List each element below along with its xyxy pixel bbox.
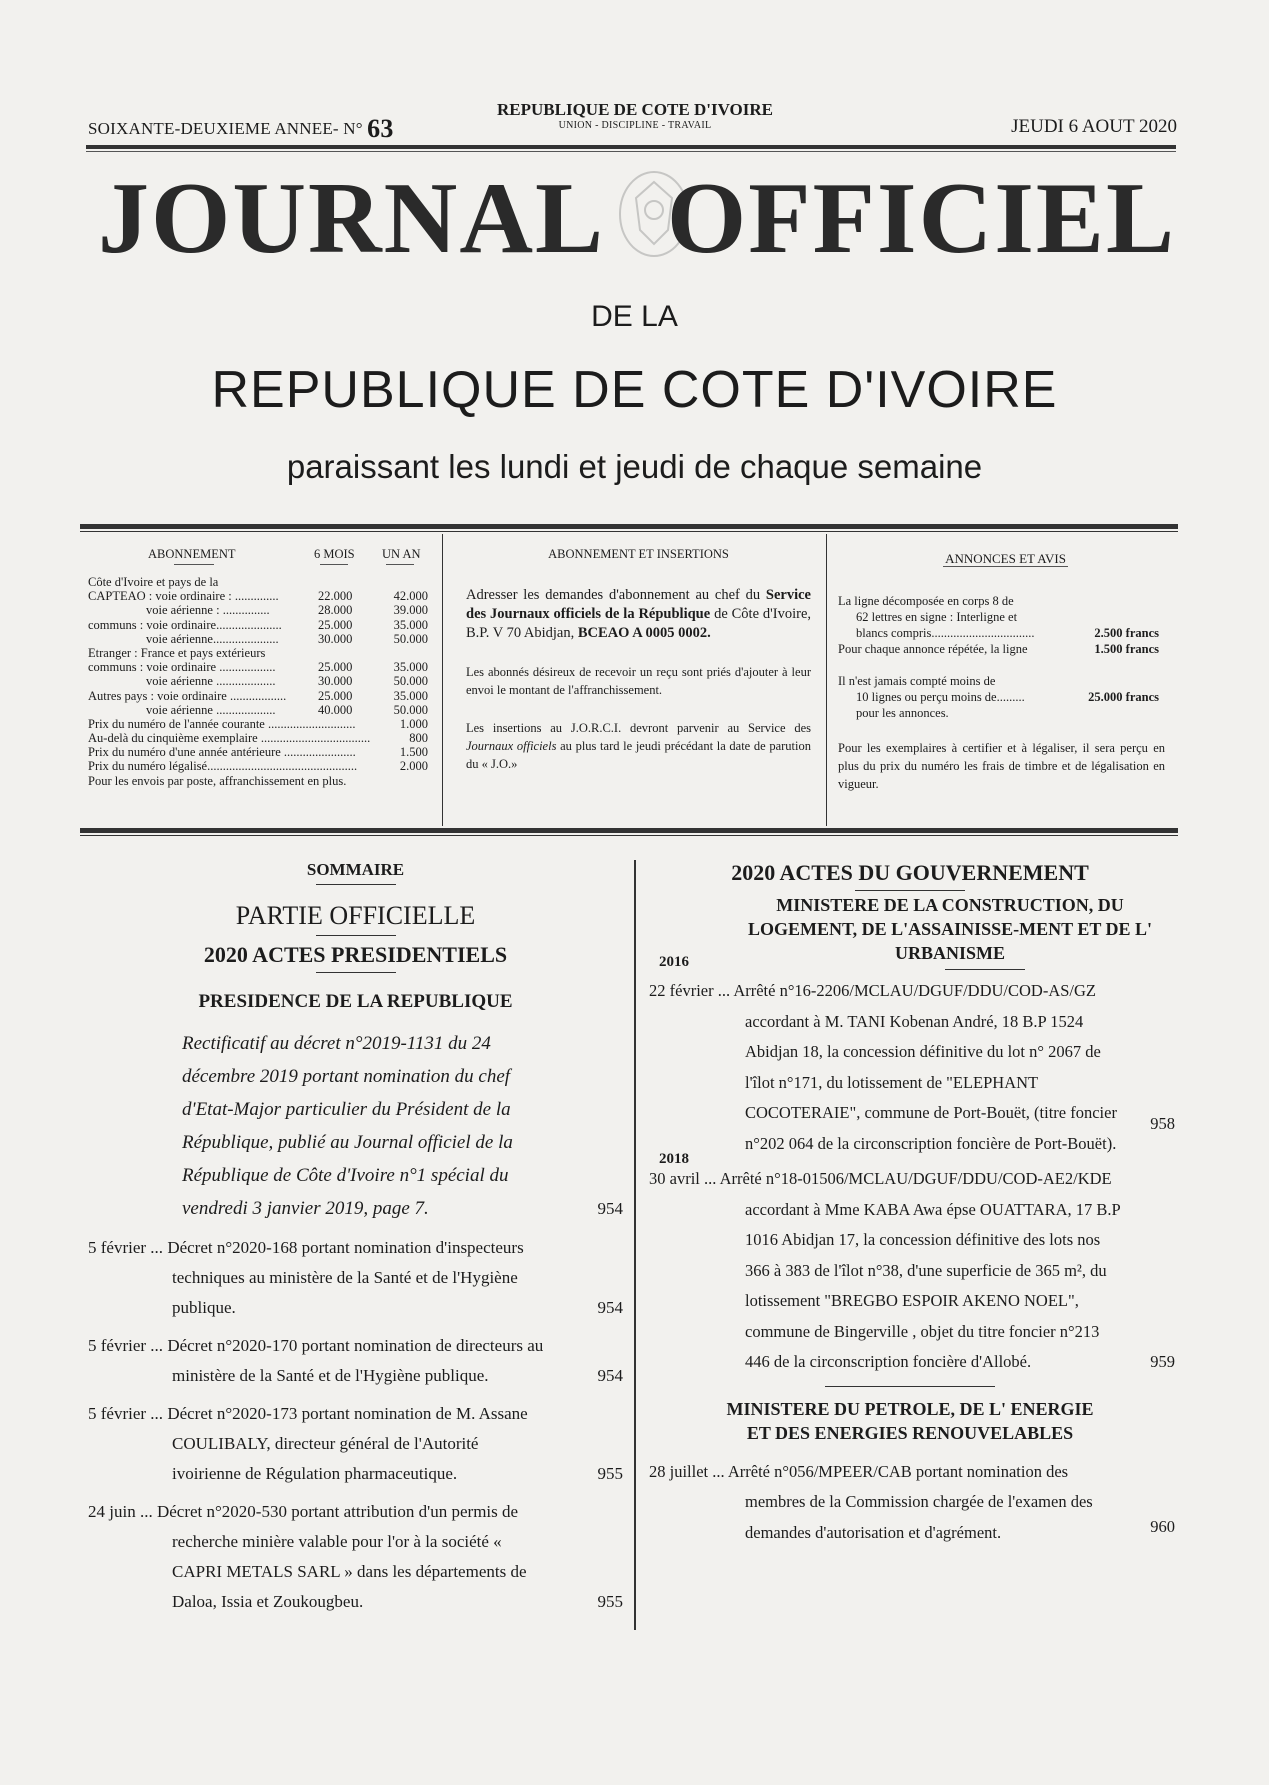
subscription-row xyxy=(88,717,428,731)
annonces-title-text: ANNONCES ET AVIS xyxy=(945,551,1066,566)
subscription-row-label: Au-delà du cinquième exemplaire ................................... xyxy=(88,731,371,746)
subscription-rows xyxy=(88,575,428,788)
header-rule-thin xyxy=(86,151,1176,152)
decret-body: Décret n°2020-168 portant nomination d'inspecteurs techniques au ministère de la Santé et de l'Hygiène publique. xyxy=(167,1238,524,1317)
issue-date: JEUDI 6 AOUT 2020 xyxy=(1011,116,1177,137)
subscription-row-label: voie aérienne..................... xyxy=(146,631,279,646)
info-box-top-rule xyxy=(80,524,1178,529)
insertions-block xyxy=(466,547,811,773)
page-number: 960 xyxy=(1150,1516,1175,1536)
divider xyxy=(316,972,396,973)
insertions-text: au plus tard le jeudi précédant la date de parution du « J.O.» xyxy=(466,739,811,771)
subscription-row-label: communs : voie ordinaire..................... xyxy=(88,617,282,632)
issue-year xyxy=(88,114,394,144)
subscription-row xyxy=(88,745,428,759)
annonces-legalisation: Pour les exemplaires à certifier et à légaliser, il sera perçu en plus du prix du numéro les frais de timbre et de légalisation en vigueur. xyxy=(838,741,1165,791)
subscription-header-unan: UN AN xyxy=(382,547,421,561)
year-label: 2016 xyxy=(659,954,689,970)
arrete-entry xyxy=(645,1164,1175,1378)
decret-entry xyxy=(88,1399,623,1489)
subscription-6mois-value: 30.000 xyxy=(318,674,353,689)
divider xyxy=(316,884,396,885)
subscription-row-label: voie aérienne ................... xyxy=(146,674,276,689)
subscription-year-value: 50.000 xyxy=(393,674,428,689)
subscription-year-value: 35.000 xyxy=(393,617,428,632)
insertions-title: ABONNEMENT ET INSERTIONS xyxy=(548,547,729,561)
arrete-entry xyxy=(645,976,1175,1159)
ministere-petrole: MINISTERE DU PETROLE, DE L' ENERGIE ET DES ENERGIES RENOUVELABLES xyxy=(726,1398,1094,1443)
decret-date: 5 février ... xyxy=(88,1238,164,1257)
subscription-year-value: 800 xyxy=(409,731,428,746)
country-title: REPUBLIQUE DE COTE D'IVOIRE xyxy=(211,361,1058,419)
partie-officielle: PARTIE OFFICIELLE xyxy=(235,901,476,930)
subscription-row xyxy=(88,603,428,617)
national-motto: UNION - DISCIPLINE - TRAVAIL xyxy=(558,120,712,131)
publication-frequency: paraissant les lundi et jeudi de chaque semaine xyxy=(286,448,983,485)
decret-date: 5 février ... xyxy=(88,1404,164,1423)
insertions-journal: Journaux officiels xyxy=(466,739,557,753)
insertions-bceao: BCEAO A 0005 0002. xyxy=(577,625,711,641)
insertions-receipt-note: Les abonnés désireux de recevoir un reçu sont priés d'ajouter à leur envoi le montant de l'affranchissement. xyxy=(466,665,811,697)
subscription-year-value: 2.000 xyxy=(399,759,428,774)
ministere-construction: MINISTERE DE LA CONSTRUCTION, DU LOGEMENT, DE L'ASSAINISSE-MENT ET DE L' URBANISME xyxy=(747,895,1153,963)
actes-gouvernement: 2020 ACTES DU GOUVERNEMENT xyxy=(731,860,1089,885)
republic-header xyxy=(470,100,800,131)
decret-text xyxy=(88,1497,623,1617)
divider xyxy=(825,1386,995,1387)
header-rule xyxy=(86,145,1176,149)
info-box-top-rule-thin xyxy=(80,531,1178,532)
divider xyxy=(855,890,965,891)
ministere-construction-block xyxy=(645,893,1175,970)
subscription-6mois-value: 25.000 xyxy=(318,688,353,703)
subscription-table xyxy=(88,547,428,788)
annonces-amount: 25.000 francs xyxy=(1088,690,1159,704)
subscription-year-value: 50.000 xyxy=(393,702,428,717)
insertions-service: Service des Journaux officiels de la République xyxy=(466,587,811,622)
subscription-header-6mois: 6 MOIS xyxy=(314,547,355,561)
divider xyxy=(945,969,1025,970)
arrete-date: 22 février ... xyxy=(649,981,731,1000)
subscription-6mois-value: 40.000 xyxy=(318,702,353,717)
subscription-row-label: CAPTEAO : voie ordinaire : .............. xyxy=(88,589,279,604)
subscription-year-value: 42.000 xyxy=(393,589,428,604)
decret-text xyxy=(88,1331,623,1391)
subscription-row xyxy=(88,703,428,717)
subscription-year-value: 35.000 xyxy=(393,688,428,703)
info-box-divider xyxy=(442,534,443,826)
decret-body: Décret n°2020-170 portant nomination de directeurs au ministère de la Santé et de l'Hygiène publique. xyxy=(167,1336,544,1385)
subscription-6mois-value: 25.000 xyxy=(318,660,353,675)
sommaire-title: SOMMAIRE xyxy=(306,860,405,879)
insertions-text: Adresser les demandes d'abonnement au chef du xyxy=(466,587,766,603)
arrete-body: Arrêté n°056/MPEER/CAB portant nomination des membres de la Commission chargée de l'examen des demandes d'autorisation et d'agrément. xyxy=(727,1461,1093,1542)
annonces-line: blancs compris................................. xyxy=(856,626,1035,640)
info-box-divider xyxy=(826,534,827,826)
annonces-rate-row xyxy=(838,689,1173,705)
masthead-word-officiel: OFFICIEL xyxy=(666,162,1176,275)
annonces-line: pour les annonces. xyxy=(856,706,949,720)
insertions-address xyxy=(466,586,811,643)
subscription-year-value: 1.500 xyxy=(399,745,428,760)
arrete-body: Arrêté n°16-2206/MCLAU/DGUF/DDU/COD-AS/GZ accordant à M. TANI Kobenan André, 18 B.P 1524 Abidjan 18, la concession définitive du lot n° 2067 de l'îlot n°171, du lotissement de "ELEPHANT COCOTERAIE", commune de Port-Bouët, (titre foncier n°202 064 de la circonscription foncière de Port-Bouët). xyxy=(733,981,1117,1153)
arrete-entry xyxy=(645,1457,1175,1549)
subscription-6mois-value: 30.000 xyxy=(318,631,353,646)
decret-text xyxy=(88,1399,623,1489)
sommaire-entries xyxy=(88,1233,623,1617)
sommaire-right xyxy=(645,860,1175,1548)
subscription-row-label: Etranger : France et pays extérieurs xyxy=(88,645,266,660)
subscription-row-label: Pour les envois par poste, affranchissement en plus. xyxy=(88,773,347,788)
page-number: 954 xyxy=(597,1298,623,1317)
column-divider xyxy=(634,860,636,1630)
subscription-6mois-value: 22.000 xyxy=(318,589,353,604)
subscription-row-label: Prix du numéro d'une année antérieure ....................... xyxy=(88,745,356,760)
subscription-header-label: ABONNEMENT xyxy=(148,547,236,561)
rectificatif-text: Rectificatif au décret n°2019-1131 du 24 décembre 2019 portant nomination du chef d'Etat-Major particulier du Président de la République, publié au Journal officiel de la République de Côte d'Ivoire n°1 spécial du vendredi 3 janvier 2019, page 7. xyxy=(182,1033,513,1219)
rectificatif-entry xyxy=(88,1027,623,1225)
subscription-row xyxy=(88,759,428,773)
year-label: 2018 xyxy=(659,1151,689,1167)
decret-date: 5 février ... xyxy=(88,1336,164,1355)
arrete-date: 30 avril ... xyxy=(649,1169,717,1188)
insertions-text: de Côte d'Ivoire, B.P. V 70 Abidjan, xyxy=(466,606,812,641)
subscription-year-value: 39.000 xyxy=(393,603,428,618)
subscription-row xyxy=(88,731,428,745)
subscription-row-label: communs : voie ordinaire .................. xyxy=(88,660,276,675)
page-number: 955 xyxy=(597,1592,623,1611)
subscription-row xyxy=(88,589,428,603)
insertions-deadline xyxy=(466,719,811,773)
annonces-line: La ligne décomposée en corps 8 de xyxy=(838,594,1014,608)
subscription-header xyxy=(88,547,428,567)
annonces-line: Il n'est jamais compté moins de xyxy=(838,674,996,688)
subscription-row xyxy=(88,689,428,703)
page-number: 954 xyxy=(597,1366,623,1385)
subscription-row-label: Autres pays : voie ordinaire .................. xyxy=(88,688,287,703)
header-underline xyxy=(320,564,348,565)
arrete-body: Arrêté n°18-01506/MCLAU/DGUF/DDU/COD-AE2/KDE accordant à Mme KABA Awa épse OUATTARA, 17 B.P 1016 Abidjan 17, la concession définitive des lots nos 366 à 383 de l'îlot n°38, d'une superficie de 365 m², du lotissement "BREGBO ESPOIR AKENO NOEL", commune de Bingerville , objet du titre foncier n°213 446 de la circonscription foncière d'Allobé. xyxy=(719,1169,1121,1371)
subscription-row xyxy=(88,646,428,660)
decret-entry xyxy=(88,1497,623,1617)
subscription-row-label: Prix du numéro de l'année courante ............................ xyxy=(88,716,356,731)
issue-number: 63 xyxy=(367,114,394,143)
annonces-line: 62 lettres en signe : Interligne et xyxy=(856,610,1018,624)
annonces-title xyxy=(838,551,1173,567)
masthead-word-journal: JOURNAL xyxy=(98,162,606,275)
annonces-rate-row xyxy=(838,625,1173,641)
subscription-row xyxy=(88,618,428,632)
insertions-text: Les insertions au J.O.R.C.I. devront parvenir au Service des xyxy=(466,721,811,735)
page-number: 959 xyxy=(1150,1352,1175,1371)
sommaire-left xyxy=(88,860,623,1617)
annonces-amount: 2.500 francs xyxy=(1094,626,1159,640)
arrete-text xyxy=(645,1457,1175,1549)
masthead xyxy=(86,160,1176,275)
decret-text xyxy=(88,1233,623,1323)
annonces-amount: 1.500 francs xyxy=(1094,642,1159,656)
subscription-row-label: Prix du numéro légalisé................................................ xyxy=(88,759,358,774)
subscription-row xyxy=(88,632,428,646)
arrete-text xyxy=(645,1164,1175,1378)
info-box-bottom-rule-thin xyxy=(80,835,1178,836)
republic-name: REPUBLIQUE DE COTE D'IVOIRE xyxy=(497,100,773,119)
subscription-row xyxy=(88,674,428,688)
annonces-line: Pour chaque annonce répétée, la ligne xyxy=(838,642,1028,656)
subtitle-de-la: DE LA xyxy=(591,300,678,333)
subscription-year-value: 35.000 xyxy=(393,660,428,675)
subscription-row xyxy=(88,575,428,589)
page-number: 954 xyxy=(597,1199,623,1218)
subscription-row-label: voie aérienne ................... xyxy=(146,702,276,717)
decret-entry xyxy=(88,1233,623,1323)
annonces-line: 10 lignes ou perçu moins de......... xyxy=(856,690,1025,704)
subscription-year-value: 50.000 xyxy=(393,631,428,646)
page-number: 958 xyxy=(1150,1113,1175,1133)
header-underline xyxy=(174,564,214,565)
subscription-year-value: 1.000 xyxy=(399,716,428,731)
subscription-row-label: Côte d'Ivoire et pays de la xyxy=(88,575,219,589)
decret-entry xyxy=(88,1331,623,1391)
decret-body: Décret n°2020-173 portant nomination de M. Assane COULIBALY, directeur général de l'Autorité ivoirienne de Régulation pharmaceutique. xyxy=(167,1404,528,1483)
arrete-date: 28 juillet ... xyxy=(649,1461,725,1481)
presidence-heading: PRESIDENCE DE LA REPUBLIQUE xyxy=(198,991,513,1012)
subscription-6mois-value: 28.000 xyxy=(318,603,353,618)
page-number: 955 xyxy=(597,1464,623,1483)
actes-presidentiels: 2020 ACTES PRESIDENTIELS xyxy=(203,942,508,967)
info-box-bottom-rule xyxy=(80,828,1178,833)
decret-body: Décret n°2020-530 portant attribution d'un permis de recherche minière valable pour l'or à la société « CAPRI METALS SARL » dans les départements de Daloa, Issia et Zoukougbeu. xyxy=(156,1502,527,1611)
subscription-row-label: voie aérienne : ............... xyxy=(146,603,270,618)
arrete-text xyxy=(645,976,1175,1159)
annonces-rate-row xyxy=(838,641,1173,657)
divider xyxy=(316,935,396,936)
header-underline xyxy=(386,564,414,565)
subscription-6mois-value: 25.000 xyxy=(318,617,353,632)
annonces-block xyxy=(838,551,1173,793)
subscription-row xyxy=(88,660,428,674)
issue-year-label: SOIXANTE-DEUXIEME ANNEE- N° xyxy=(88,119,363,138)
decret-date: 24 juin ... xyxy=(88,1502,153,1521)
subscription-row xyxy=(88,774,428,788)
